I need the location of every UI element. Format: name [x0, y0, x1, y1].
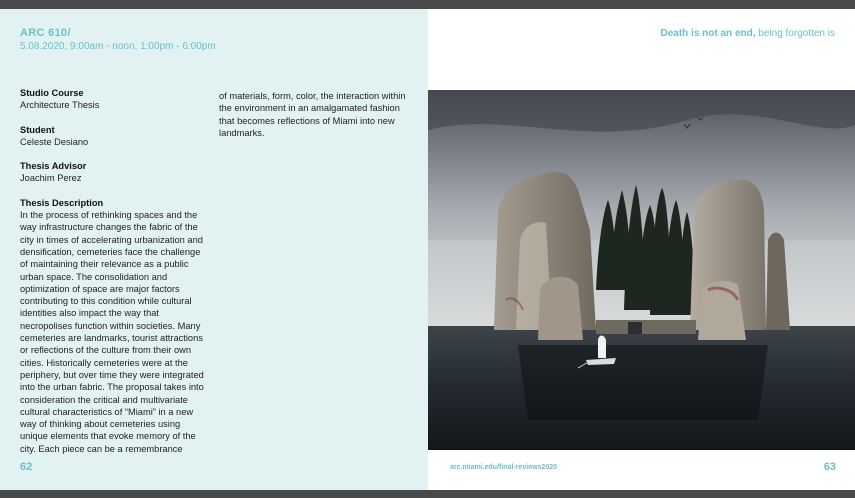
text-column-1 — [20, 87, 208, 467]
student-label: Student — [20, 124, 55, 135]
studio-course-block — [20, 87, 208, 112]
page-number-right: 63 — [823, 461, 836, 473]
advisor-value: Joachim Perez — [20, 173, 82, 184]
description-label: Thesis Description — [20, 197, 104, 208]
right-page — [428, 9, 855, 490]
wall — [596, 320, 696, 334]
left-page — [0, 9, 428, 490]
tagline-rest: being forgotten is — [755, 28, 835, 39]
page-number-left: 62 — [20, 461, 33, 473]
text-column-2: of materials, form, color, the interaction within the environment in an amalgamated fashion that becomes reflections of Miami into new landmarks. — [219, 91, 406, 138]
advisor-block — [20, 160, 208, 185]
tagline — [660, 28, 835, 39]
course-code: ARC 610/ — [20, 27, 71, 39]
student-block — [20, 124, 208, 149]
footer-url[interactable]: arc.miami.edu/final-reviews2020 — [450, 464, 557, 471]
student-value: Celeste Desiano — [20, 136, 89, 147]
viewer-frame-top — [0, 0, 855, 9]
review-dates: 5.08.2020, 9:00am - noon, 1:00pm - 6:00pm — [20, 41, 216, 52]
studio-course-label: Studio Course — [20, 88, 84, 98]
island-cemetery-render — [428, 90, 855, 450]
advisor-label: Thesis Advisor — [20, 161, 87, 172]
description-block — [20, 197, 208, 455]
tagline-bold: Death is not an end, — [660, 28, 756, 39]
studio-course-value: Architecture Thesis — [20, 100, 100, 111]
viewer-frame-bottom — [0, 490, 855, 498]
description-text: In the process of rethinking spaces and the way infrastructure changes the fabric of the city in times of accelerating urbanization and densification, cemeteries face the challenge of maintaining their relevance as a public urban space. The consolidation and optimization of space are major factors contributing to this condition while cultural identities also impact the way that necropolises function within societies. Many cemeteries are landmarks, tourist attractions or reflections of the culture from their own cities. Historically cemeteries were at the periphery, but over time they were integrated into the urban fabric. The proposal takes into consideration the critical and multivariate cultural characteristics of “Miami” in a new way of thinking about cemeteries using unique elements that evoke memory of the city. Each piece can be a remembrance — [20, 210, 204, 454]
